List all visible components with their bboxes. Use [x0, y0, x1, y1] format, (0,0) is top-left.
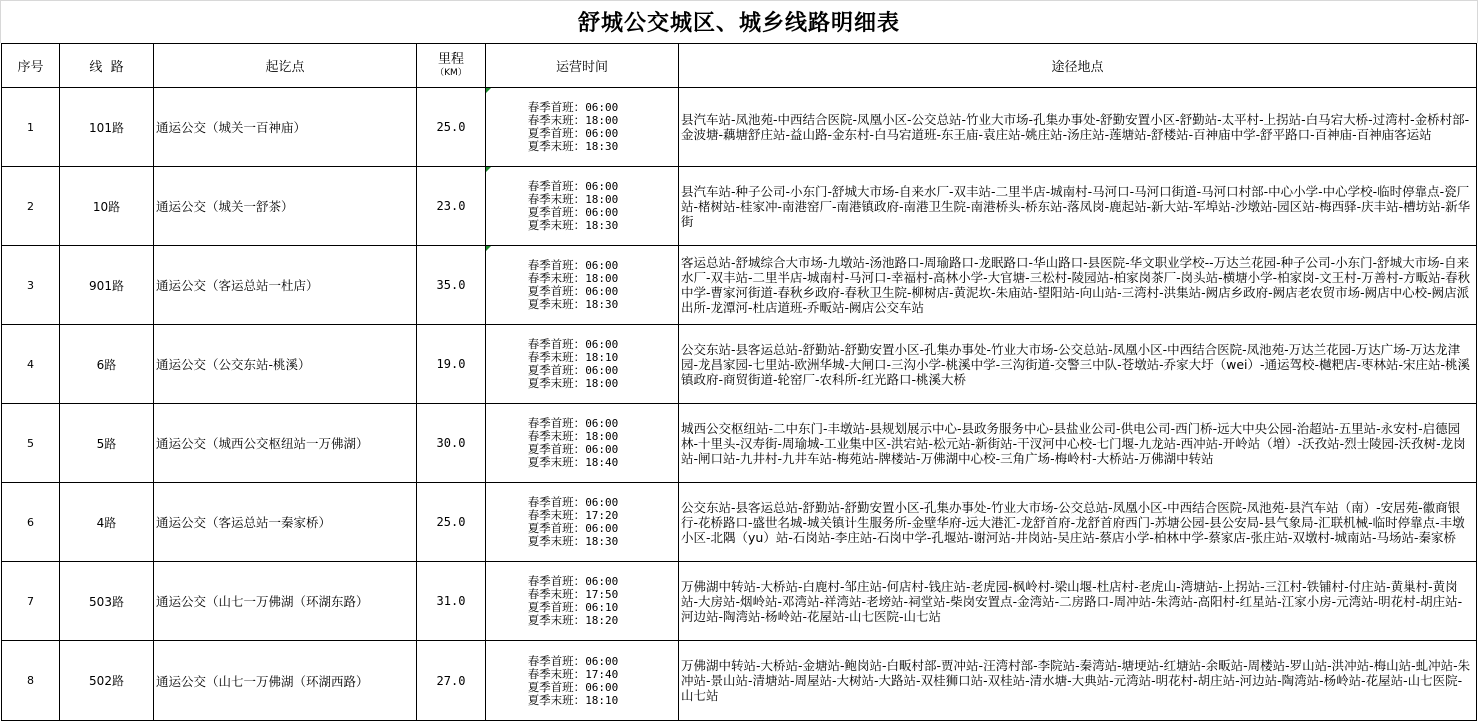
cell-km[interactable]: 35.0 [417, 246, 486, 325]
cell-line[interactable]: 101路 [60, 88, 154, 167]
time-value: 06:00 [585, 285, 619, 298]
time-label: 春季末班： [527, 587, 586, 601]
header-km-unit: （KM） [435, 68, 467, 78]
table-row [2, 404, 1477, 483]
time-value: 18:00 [585, 377, 619, 390]
time-label: 春季末班： [527, 113, 586, 127]
cell-operating-time[interactable] [486, 325, 679, 404]
cell-origin-destination[interactable]: 通运公交（公交东站-桃溪） [154, 325, 417, 404]
cell-seq[interactable]: 6 [2, 483, 60, 562]
time-value: 18:10 [585, 351, 619, 364]
table-row [2, 88, 1477, 167]
cell-stops[interactable]: 城西公交枢纽站-二中东门-丰墩站-县规划展示中心-县政务服务中心-县盐业公司-供电公司-西门桥-远大中央公园-治超站-五里站-永安村-启德园林-十里头-汉寿街-周瑜城-工业集中区-洪宕站-松元站-新街站-干汊河中心校-七门堰-九龙站-西冲站-开岭站（増）-沃孜站-烈士陵园-沃孜树-龙岗站-闸口站-九井村-九井车站-梅苑站-牌楼站-万佛湖中心校-三角广场-梅岭村-大桥站-万佛湖中转站 [679, 404, 1477, 483]
cell-operating-time[interactable] [486, 88, 679, 167]
time-label: 夏季末班： [527, 455, 586, 469]
cell-line[interactable]: 5路 [60, 404, 154, 483]
cell-operating-time[interactable] [486, 483, 679, 562]
time-value: 06:00 [585, 680, 619, 694]
table-row [2, 483, 1477, 562]
time-label: 春季末班： [527, 350, 586, 364]
cell-stops[interactable]: 县汽车站-凤池苑-中西结合医院-凤凰小区-公交总站-竹业大市场-孔集办事处-舒勤安置小区-舒勤站-太平村-上拐站-白马宕大桥-过湾村-金桥村部-金波塘-藕塘舒庄站-益山路-金东村-白马宕道班-东王庙-袁庄站-姚庄站-汤庄站-莲塘站-舒楼站-百神庙中学-舒平路口-百神庙-百神庙客运站 [679, 88, 1477, 167]
time-value: 06:00 [585, 206, 619, 219]
header-seq[interactable]: 序号 [2, 44, 60, 88]
time-label: 春季首班： [527, 495, 586, 509]
time-label: 夏季首班： [527, 284, 586, 298]
cell-seq[interactable]: 1 [2, 88, 60, 167]
time-label: 春季首班： [527, 337, 586, 351]
cell-operating-time[interactable] [486, 167, 679, 246]
cell-line[interactable]: 901路 [60, 246, 154, 325]
cell-line[interactable]: 6路 [60, 325, 154, 404]
time-label: 夏季首班： [527, 363, 586, 377]
cell-km[interactable]: 23.0 [417, 167, 486, 246]
time-value: 17:20 [585, 509, 619, 522]
table-row [2, 167, 1477, 246]
cell-stops[interactable]: 公交东站-县客运总站-舒勤站-舒勤安置小区-孔集办事处-竹业大市场-公交总站-凤凰小区-中西结合医院-凤池苑-县汽车站（南）-安居苑-徽商银行-花桥路口-盛世名城-城关镇计生服务所-金壁华府-远大港汇-龙舒首府-龙舒首府西门-苏塘公园-县公安局-县气象局-汇联机械-临时停靠点-丰墩小区-北隅（yu）站-石岗站-李庄站-石岗中学-孔堰站-谢河站-井岗站-吴庄站-蔡店小学-柏林中学-蔡家店-张庄站-双墩村-城南站-马场站-秦家桥 [679, 483, 1477, 562]
cell-origin-destination[interactable]: 通运公交（客运总站一杜店） [154, 246, 417, 325]
time-label: 夏季末班： [527, 218, 586, 232]
time-label: 春季首班： [527, 179, 586, 193]
time-label: 春季首班： [527, 258, 586, 272]
time-label: 春季首班： [527, 416, 586, 430]
table-row [2, 325, 1477, 404]
header-row [2, 44, 1477, 88]
time-value: 18:30 [585, 535, 619, 548]
time-value: 06:00 [585, 522, 619, 535]
header-stops[interactable]: 途径地点 [679, 44, 1477, 88]
cell-line[interactable]: 10路 [60, 167, 154, 246]
header-time[interactable]: 运营时间 [486, 44, 679, 88]
time-value: 18:20 [585, 614, 619, 627]
cell-km[interactable]: 30.0 [417, 404, 486, 483]
cell-seq[interactable]: 5 [2, 404, 60, 483]
time-value: 18:40 [585, 456, 619, 469]
time-value: 18:00 [585, 193, 619, 206]
time-value: 18:00 [585, 272, 619, 285]
cell-stops[interactable]: 万佛湖中转站-大桥站-白鹿村-邹庄站-何店村-钱庄站-老虎园-枫岭村-梁山堰-杜店村-老虎山-湾塘站-上拐站-三江村-铁铺村-付庄站-黄巢村-黄岗站-大房站-烟岭站-邓湾站-祥湾站-老塝站-祠堂站-柴岗安置点-金湾站-二房路口-周冲站-朱湾站-高阳村-红星站-江家小房-元湾站-明花村-胡庄站-河边站-陶湾站-杨岭站-花屋站-山七医院-山七站 [679, 562, 1477, 641]
bus-route-table [1, 43, 1477, 721]
table-row [2, 641, 1477, 721]
time-label: 夏季首班： [527, 600, 586, 614]
cell-seq[interactable]: 7 [2, 562, 60, 641]
time-value: 06:00 [585, 575, 619, 588]
cell-origin-destination[interactable]: 通运公交（客运总站一秦家桥） [154, 483, 417, 562]
time-value: 06:00 [585, 443, 619, 456]
cell-km[interactable]: 31.0 [417, 562, 486, 641]
time-label: 春季首班： [527, 574, 586, 588]
time-label: 夏季首班： [527, 126, 586, 140]
time-label: 夏季首班： [527, 521, 586, 535]
table-row [2, 562, 1477, 641]
cell-seq[interactable]: 8 [2, 641, 60, 721]
time-label: 夏季首班： [527, 442, 586, 456]
cell-km[interactable]: 19.0 [417, 325, 486, 404]
cell-km[interactable]: 27.0 [417, 641, 486, 721]
time-value: 06:00 [585, 417, 619, 430]
time-value: 17:40 [585, 667, 619, 681]
time-value: 18:00 [585, 114, 619, 127]
time-label: 夏季末班： [527, 613, 586, 627]
cell-line[interactable]: 4路 [60, 483, 154, 562]
cell-origin-destination[interactable]: 通运公交（城西公交枢纽站一万佛湖） [154, 404, 417, 483]
time-value: 06:00 [585, 259, 619, 272]
cell-operating-time[interactable] [486, 404, 679, 483]
table-row [2, 246, 1477, 325]
time-label: 春季末班： [527, 429, 586, 443]
cell-stops[interactable]: 客运总站-舒城综合大市场-九墩站-汤池路口-周瑜路口-龙眠路口-华山路口-县医院-华文职业学校--万达兰花园-种子公司-小东门-舒城大市场-自来水厂-双丰站-二里半店-城南村-马河口-幸福村-高林小学-大官塘-三松村-陵园站-柏家岗茶厂-岗头站-横塘小学-柏家岗-文王村-万善村-方畈站-春秋中学-曹家河街道-春秋乡政府-春秋卫生院-柳树店-黄泥坎-朱庙站-望阳站-向山站-三湾村-洪集站-阙店乡政府-阙店老农贸市场-阙店中心校-阙店派出所-龙潭河-杜店道班-乔畈站-阙店公交车站 [679, 246, 1477, 325]
time-label: 夏季首班： [527, 205, 586, 219]
time-value: 06:00 [585, 364, 619, 377]
time-value: 06:00 [585, 127, 619, 140]
time-label: 春季末班： [527, 192, 586, 206]
cell-seq[interactable]: 3 [2, 246, 60, 325]
time-label: 夏季首班： [527, 679, 586, 694]
time-label: 夏季末班： [527, 534, 586, 548]
time-label: 春季首班： [527, 653, 586, 668]
cell-origin-destination[interactable]: 通运公交（山七一万佛湖（环湖东路） [154, 562, 417, 641]
time-label: 夏季末班： [527, 297, 586, 311]
cell-line[interactable]: 503路 [60, 562, 154, 641]
page-title: 舒城公交城区、城乡线路明细表 [0, 1, 1478, 43]
cell-operating-time[interactable] [486, 641, 679, 721]
cell-origin-destination[interactable]: 通运公交（山七一万佛湖（环湖西路） [154, 641, 417, 721]
cell-km[interactable]: 25.0 [417, 88, 486, 167]
time-label: 春季末班： [527, 666, 586, 681]
header-km[interactable] [417, 44, 486, 88]
time-value: 06:00 [585, 101, 619, 114]
time-value: 06:10 [585, 601, 619, 614]
cell-origin-destination[interactable]: 通运公交（城关一百神庙） [154, 88, 417, 167]
comment-marker [486, 167, 491, 172]
time-value: 18:00 [585, 430, 619, 443]
header-line[interactable]: 线 路 [60, 44, 154, 88]
cell-stops[interactable]: 公交东站-县客运总站-舒勤站-舒勤安置小区-孔集办事处-竹业大市场-公交总站-凤凰小区-中西结合医院-凤池苑-万达兰花园-万达广场-万达龙津园-龙昌家园-七里站-欧洲华城-大闸口-三沟小学-桃溪中学-三沟街道-交警三中队-苍墩站-乔家大圩（wei）-通运驾校-樾粑店-枣林站-宋庄站-桃溪镇政府-商贸街道-轮窑厂-农科所-红光路口-桃溪大桥 [679, 325, 1477, 404]
cell-seq[interactable]: 2 [2, 167, 60, 246]
time-value: 18:30 [585, 298, 619, 311]
time-label: 夏季末班： [527, 376, 586, 390]
time-value: 06:00 [585, 180, 619, 193]
time-value: 06:00 [585, 338, 619, 351]
time-label: 夏季末班： [527, 139, 586, 153]
time-label: 春季末班： [527, 508, 586, 522]
header-km-label: 里程 [437, 52, 464, 67]
cell-origin-destination[interactable]: 通运公交（城关一舒茶） [154, 167, 417, 246]
time-value: 18:10 [585, 693, 619, 707]
cell-km[interactable]: 25.0 [417, 483, 486, 562]
time-value: 17:50 [585, 588, 619, 601]
time-value: 06:00 [585, 496, 619, 509]
time-value: 18:30 [585, 140, 619, 153]
time-value: 18:30 [585, 219, 619, 232]
cell-stops[interactable]: 万佛湖中转站-大桥站-金塘站-鲍岗站-白畈村部-贾冲站-汪湾村部-李院站-秦湾站-塘埂站-红塘站-余畈站-周楼站-罗山站-洪冲站-梅山站-虬冲站-朱冲站-景山站-清塘站-周屋站-大树站-大路站-双桂狮口站-双桂站-清水塘-大典站-元湾站-明花村-胡庄站-河边站-陶湾站-杨岭站-花屋站-山七医院-山七站 [679, 641, 1477, 721]
cell-operating-time[interactable] [486, 246, 679, 325]
comment-marker [486, 88, 491, 93]
cell-stops[interactable]: 县汽车站-种子公司-小东门-舒城大市场-自来水厂-双丰站-二里半店-城南村-马河口-马河口街道-马河口村部-中心小学-中心学校-临时停靠点-瓷厂站-楮树站-桂家冲-南港窑厂-南港镇政府-南港卫生院-南港桥头-桥东站-落凤岗-鹿起站-新大站-军埠站-沙墩站-园区站-梅西驿-庆丰站-槽坊站-新华街 [679, 167, 1477, 246]
time-value: 06:00 [585, 654, 619, 668]
cell-line[interactable]: 502路 [60, 641, 154, 721]
time-label: 春季首班： [527, 100, 586, 114]
time-label: 夏季末班： [527, 692, 586, 707]
time-label: 春季末班： [527, 271, 586, 285]
header-od[interactable]: 起讫点 [154, 44, 417, 88]
comment-marker [486, 246, 491, 251]
cell-operating-time[interactable] [486, 562, 679, 641]
cell-seq[interactable]: 4 [2, 325, 60, 404]
